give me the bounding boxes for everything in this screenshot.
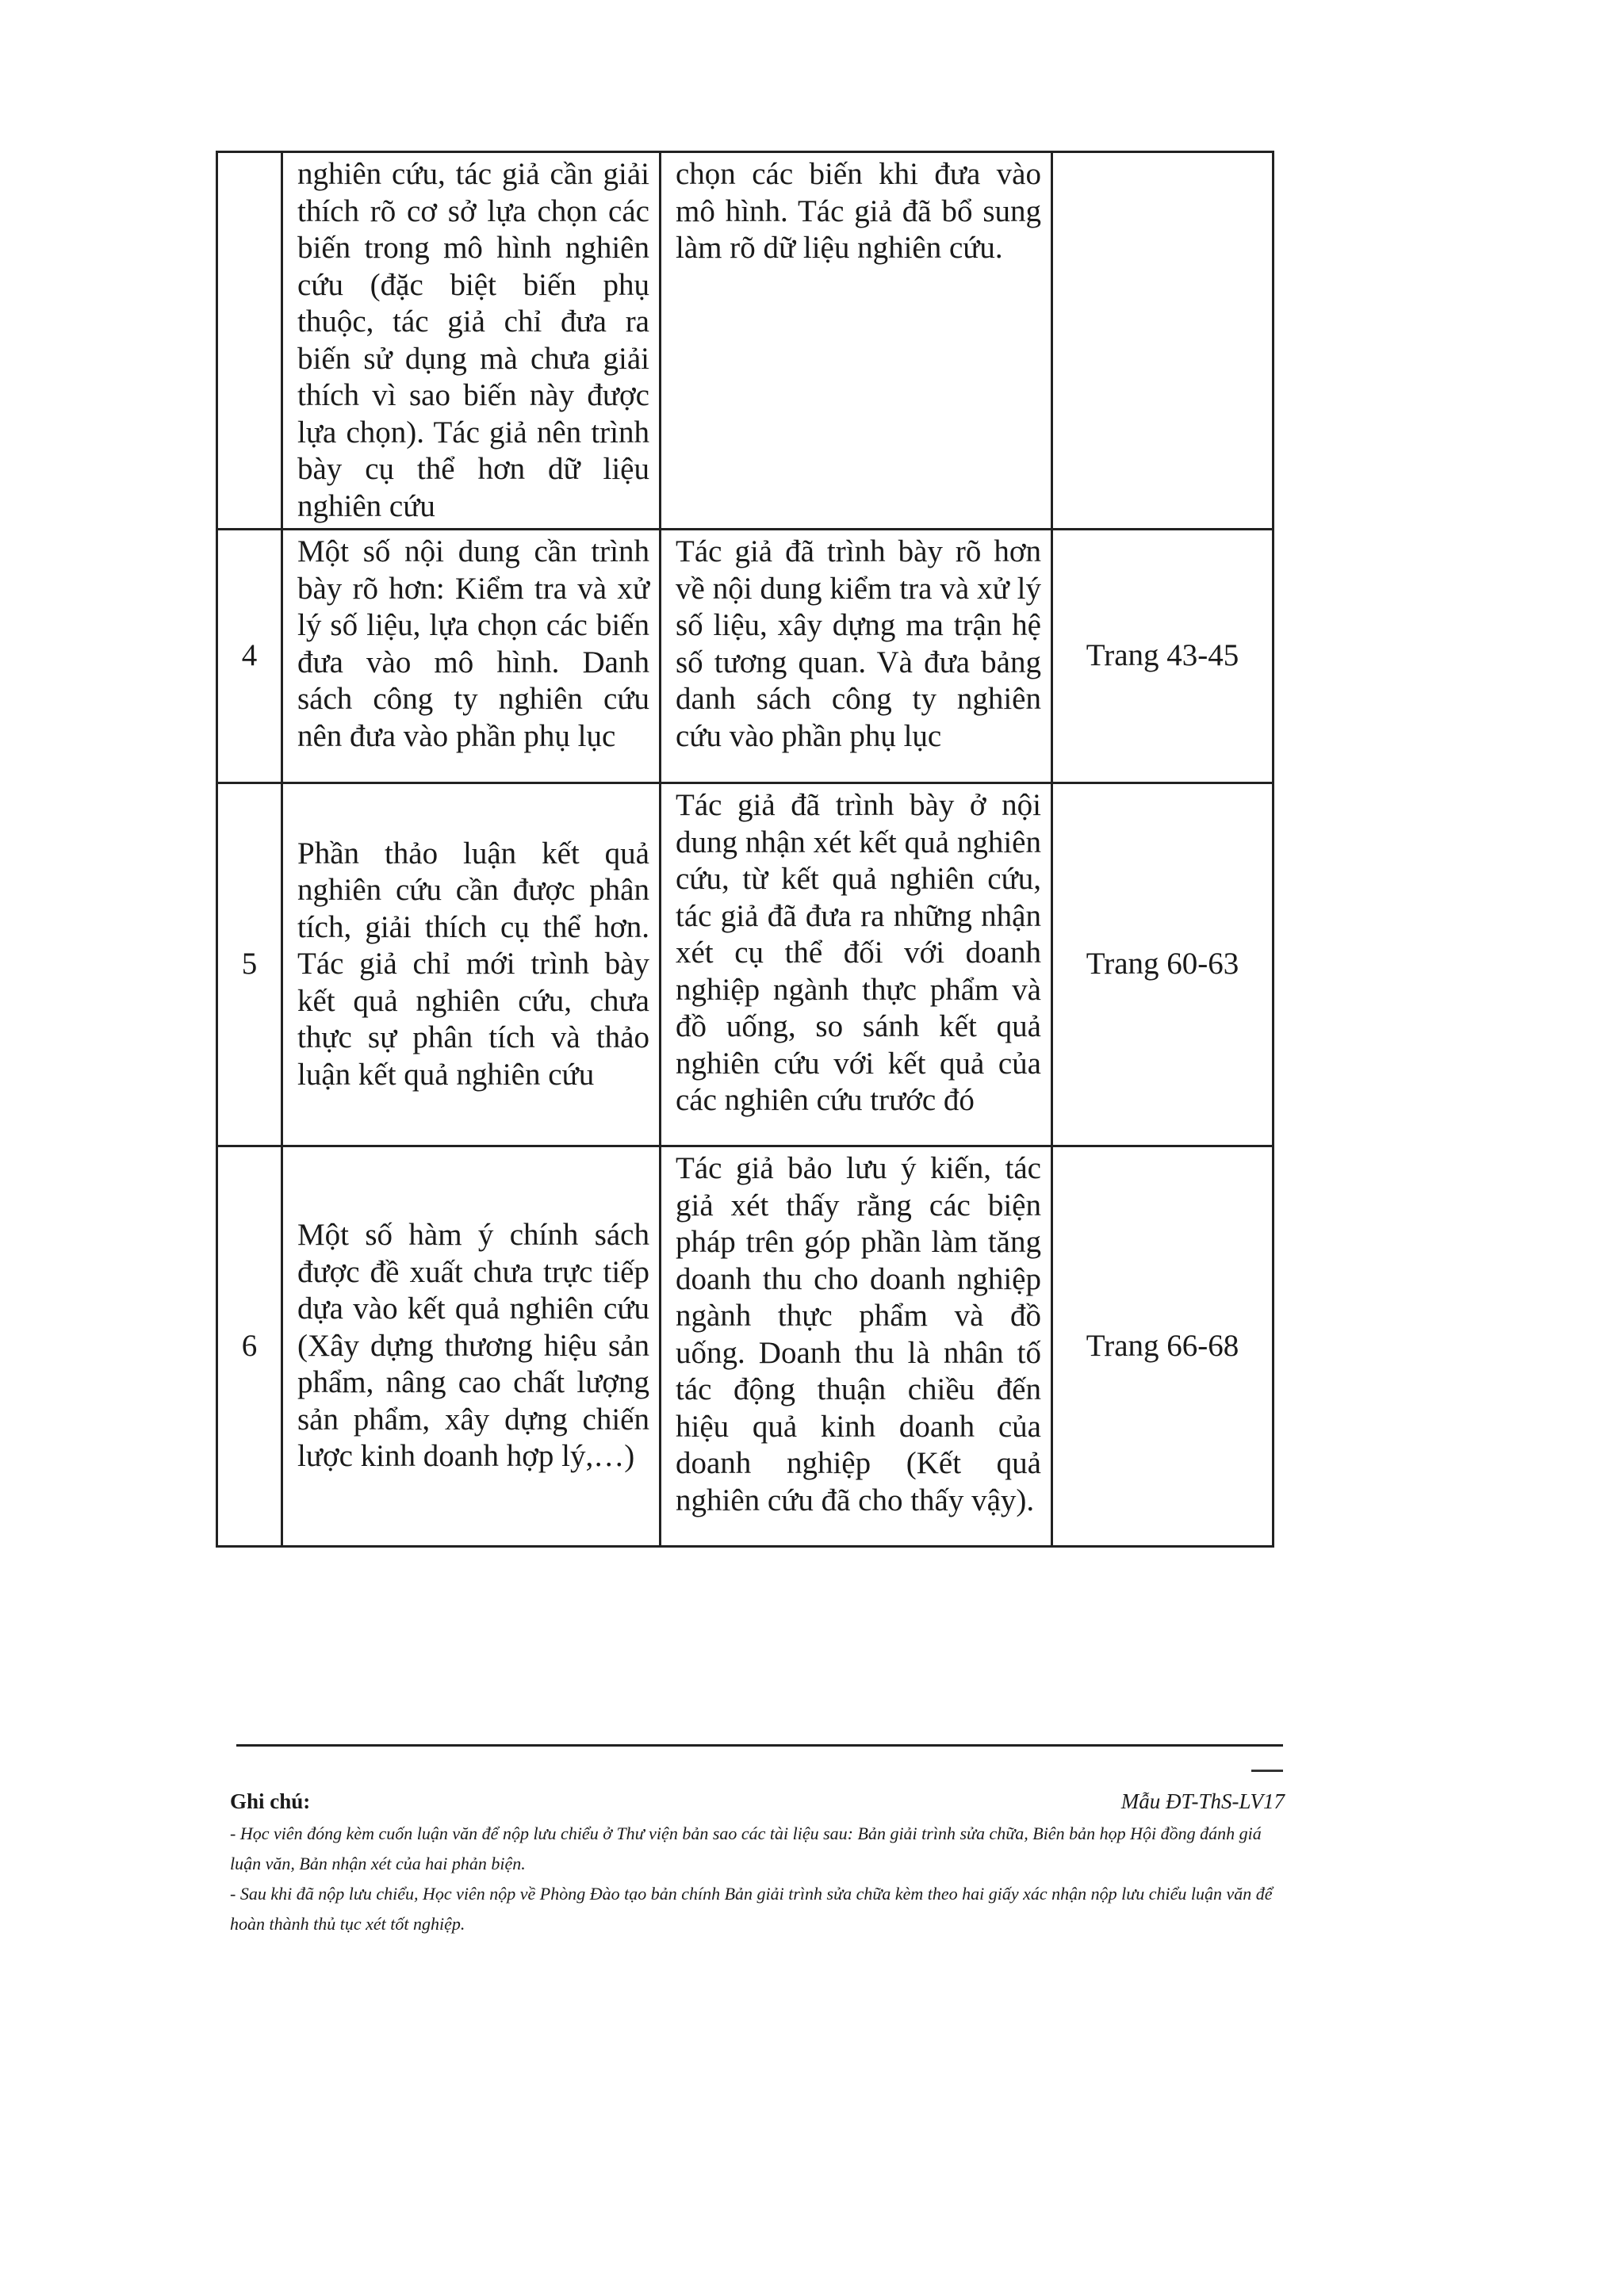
table-row	[217, 152, 1274, 530]
response-cell: Tác giả đã trình bày rõ hơn về nội dung kiểm tra và xử lý số liệu, xây dựng ma trận hệ số tương quan. Và đưa bảng danh sách công ty nghiên cứu vào phần phụ lục	[661, 530, 1052, 783]
form-code: Mẫu ĐT-ThS-LV17	[1120, 1789, 1285, 1813]
request-cell: Một số nội dung cần trình bày rõ hơn: Kiểm tra và xử lý số liệu, lựa chọn các biến đưa vào mô hình. Danh sách công ty nghiên cứu nên đưa vào phần phụ lục	[282, 530, 661, 783]
response-cell: chọn các biến khi đưa vào mô hình. Tác giả đã bổ sung làm rõ dữ liệu nghiên cứu.	[661, 152, 1052, 530]
page-reference	[1052, 152, 1274, 530]
table-row	[217, 1146, 1274, 1547]
row-number: 5	[217, 783, 282, 1146]
footer-notes	[230, 1784, 1285, 1939]
notes-label: Ghi chú:	[230, 1789, 311, 1813]
request-cell: Một số hàm ý chính sách được đề xuất chưa trực tiếp dựa vào kết quả nghiên cứu (Xây dựng thương hiệu sản phẩm, nâng cao chất lượng sản phẩm, xây dựng chiến lược kinh doanh hợp lý,…)	[282, 1146, 661, 1547]
row-number	[217, 152, 282, 530]
table-row	[217, 783, 1274, 1146]
footer-dash	[1251, 1770, 1283, 1772]
request-cell: Phần thảo luận kết quả nghiên cứu cần được phân tích, giải thích cụ thể hơn. Tác giả chỉ mới trình bày kết quả nghiên cứu, chưa thực sự phân tích và thảo luận kết quả nghiên cứu	[282, 783, 661, 1146]
table-row	[217, 530, 1274, 783]
response-cell: Tác giả đã trình bày ở nội dung nhận xét kết quả nghiên cứu, từ kết quả nghiên cứu, tác giả đã đưa ra những nhận xét cụ thể đối với doanh nghiệp ngành thực phẩm và đồ uống, so sánh kết quả nghiên cứu với kết quả của các nghiên cứu trước đó	[661, 783, 1052, 1146]
response-cell: Tác giả bảo lưu ý kiến, tác giả xét thấy rằng các biện pháp trên góp phần làm tăng doanh thu cho doanh nghiệp ngành thực phẩm và đồ uống. Doanh thu là nhân tố tác động thuận chiều đến hiệu quả kinh doanh của doanh nghiệp (Kết quả nghiên cứu đã cho thấy vậy).	[661, 1146, 1052, 1547]
note-line: - Sau khi đã nộp lưu chiểu, Học viên nộp về Phòng Đào tạo bản chính Bản giải trình sửa chữa kèm theo hai giấy xác nhận nộp lưu chiểu luận văn để hoàn thành thủ tục xét tốt nghiệp.	[230, 1884, 1273, 1934]
revision-table	[216, 151, 1274, 1548]
row-number: 4	[217, 530, 282, 783]
note-line: - Học viên đóng kèm cuốn luận văn để nộp lưu chiểu ở Thư viện bản sao các tài liệu sau: Bản giải trình sửa chữa, Biên bản họp Hội đồng đánh giá luận văn, Bản nhận xét của hai phản biện.	[230, 1823, 1262, 1873]
page-reference: Trang 43-45	[1052, 530, 1274, 783]
page-reference: Trang 66-68	[1052, 1146, 1274, 1547]
footer-divider	[236, 1744, 1283, 1747]
page-reference: Trang 60-63	[1052, 783, 1274, 1146]
notes-header	[230, 1784, 1285, 1819]
row-number: 6	[217, 1146, 282, 1547]
request-cell: nghiên cứu, tác giả cần giải thích rõ cơ sở lựa chọn các biến trong mô hình nghiên cứu (đặc biệt biến phụ thuộc, tác giả chỉ đưa ra biến sử dụng mà chưa giải thích vì sao biến này được lựa chọn). Tác giả nên trình bày cụ thể hơn dữ liệu nghiên cứu	[282, 152, 661, 530]
